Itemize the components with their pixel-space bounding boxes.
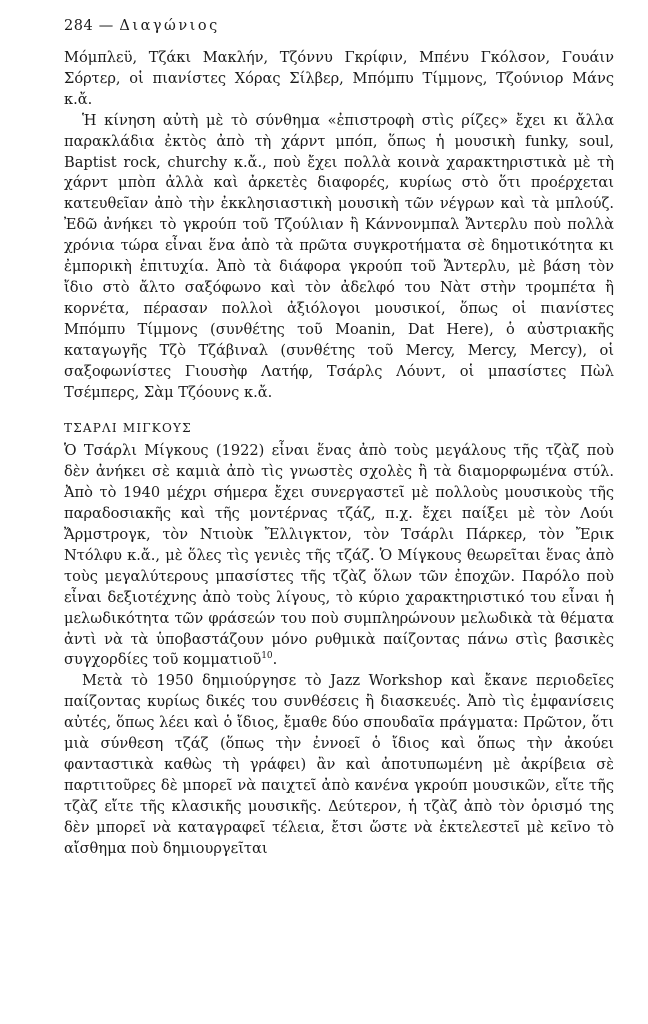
paragraph-jazz-workshop: Μετὰ τὸ 1950 δημιούργησε τὸ Jazz Workshop καὶ ἔκανε περιοδεῖες παίζοντας κυρίως δικές του συνθέσεις ἢ διασκευές. Ἀπὸ τὶς ἐμφανίσεις αὐτές, ὅπως λέει καὶ ὁ ἴδιος, ἔμαθε δύο σπουδαῖα πράγματα: Πρῶτον, ὅτι μιὰ σύνθεση τζάζ (ὅπως τὴν ἐννοεῖ ὁ ἴδιος καὶ ὅπως τὴν ἀκούει φανταστικὰ καθὼς τὴ γράφει) ἂν καὶ ἀποτυπωμένη μὲ ἀκρίβεια σὲ παρτιτοῦρες δὲ μπορεῖ νὰ παιχτεῖ ἀπὸ κανένα γκρούπ μουσικῶν, εἴτε τῆς τζὰζ εἴτε τῆς κλασικῆς μουσικῆς. Δεύτερον, ἡ τζὰζ ἀπὸ τὸν ὁρισμό της δὲν μπορεῖ νὰ καταγραφεῖ τέλεια, ἔτσι ὥστε νὰ ἐκτελεστεῖ μὲ κεῖνο τὸ αἴσθημα ποὺ δημιουργεῖται bbox=[64, 672, 614, 857]
section-heading-mingus: ΤΣΑΡΛΙ ΜΙΓΚΟΥΣ bbox=[64, 421, 192, 436]
page-number: 284 bbox=[64, 18, 94, 34]
footnote-marker: 10 bbox=[261, 651, 273, 662]
running-title: Διαγώνιος bbox=[119, 18, 220, 34]
paragraph-hard-bop: Ἡ κίνηση αὐτὴ μὲ τὸ σύνθημα «ἐπιστροφὴ στὶς ρίζες» ἔχει κι ἄλλα παρακλάδια ἐκτὸς ἀπὸ τὴ χάρντ μπόπ, ὅπως ἡ μουσικὴ funky, soul, Baptist rock, churchy κ.ἄ., ποὺ ἔχει πολλὰ κοινὰ χαρακτηριστικὰ μὲ τὴ χάρντ μπὸπ ἀλλὰ καὶ ἀρκετὲς διαφορές, κυρίως στὸ ὅτι προέρχεται κατευθεῖαν ἀπὸ τὴν ἐκκλησιαστικὴ μουσικὴ τῶν νέγρων καὶ τὰ μπλούζ. Ἐδῶ ἀνήκει τὸ γκρούπ τοῦ Τζούλιαν ἢ Κάννονμπαλ Ἄντερλυ ποὺ πολλὰ χρόνια τώρα εἶναι ἕνα ἀπὸ τὰ πρῶτα συγκροτήματα σὲ δημοτικότητα κι ἐμπορικὴ ἐπιτυχία. Ἀπὸ τὰ διάφορα γκρούπ τοῦ Ἄντερλυ, μὲ βάση τὸν ἴδιο στὸ ἄλτο σαξόφωνο καὶ τὸν ἀδελφό του Νὰτ στὴν τρομπέτα ἢ κορνέτα, πέρασαν πολλοὶ ἀξιόλογοι μουσικοί, ὅπως οἱ πιανίστες Μπόμπυ Τίμμονς (συνθέτης τοῦ Moanin, Dat Here), ὁ αὐστριακῆς καταγωγῆς Τζὸ Τζάβιναλ (συνθέτης τοῦ Mercy, Mercy, Mercy), οἱ σαξοφωνίστες Γιουσὴφ Λατήφ, Τσάρλς Λόυντ, οἱ μπασίστες Πὼλ Τσέμπερς, Σὰμ Τζόουνς κ.ἄ. bbox=[64, 111, 614, 401]
paragraph-continued: Μόμπλεϋ, Τζάκι Μακλήν, Τζόννυ Γκρίφιν, Μπένυ Γκόλσον, Γουάιν Σόρτερ, οἱ πιανίστες Χόρας Σίλβερ, Μπόμπυ Τίμμονς, Τζούνιορ Μάνς κ.ἄ. bbox=[64, 49, 614, 108]
running-head bbox=[64, 18, 614, 34]
header-separator: — bbox=[98, 18, 114, 34]
paragraph-mingus-intro: Ὁ Τσάρλι Μίγκους (1922) εἶναι ἕνας ἀπὸ τοὺς μεγάλους τῆς τζὰζ ποὺ δὲν ἀνήκει σὲ καμιὰ ἀπὸ τὶς γνωστὲς σχολὲς ἢ τὰ διαμορφωμένα στύλ. Ἀπὸ τὸ 1940 μέχρι σήμερα ἔχει συνεργαστεῖ μὲ πολλοὺς μουσικοὺς τῆς παραδοσιακῆς καὶ τῆς μοντέρνας τζάζ, π.χ. ἔχει παίξει μὲ τὸν Λούι Ἄρμστρογκ, τὸν Ντιοὺκ Ἔλλιγκτον, τὸν Τσάρλι Πάρκερ, τὸν Ἔρικ Ντόλφυ κ.ἄ., μὲ ὅλες τὶς γενιὲς τῆς τζάζ. Ὁ Μίγκους θεωρεῖται ἕνας ἀπὸ τοὺς μεγαλύτερους μπασίστες τῆς τζὰζ ὅλων τῶν ἐποχῶν. Παρόλο ποὺ εἶναι δεξιοτέχνης ἀπὸ τοὺς λίγους, τὸ κύριο χαρακτηριστικό του εἶναι ἡ μελωδικότητα τῶν φράσεών του ποὺ συμπληρώνουν μελωδικὰ τὰ θέματα ἀντὶ νὰ τὰ ὑποβαστάζουν μόνο ρυθμικὰ παίζοντας πάνω στὶς βασικὲς συγχορδίες τοῦ κομματιοῦ$^{10}$. bbox=[64, 442, 614, 669]
paragraph-mingus-intro-text: Ὁ Τσάρλι Μίγκους (1922) εἶναι ἕνας ἀπὸ τοὺς μεγάλους τῆς τζὰζ ποὺ δὲν ἀνήκει σὲ καμιὰ ἀπὸ τὶς γνωστὲς σχολὲς ἢ τὰ διαμορφωμένα στύλ. Ἀπὸ τὸ 1940 μέχρι σήμερα ἔχει συνεργαστεῖ μὲ πολλοὺς μουσικοὺς τῆς παραδοσιακῆς καὶ τῆς μοντέρνας τζάζ, π.χ. ἔχει παίξει μὲ τὸν Λούι Ἄρμστρογκ, τὸν Ντιοὺκ Ἔλλιγκτον, τὸν Τσάρλι Πάρκερ, τὸν Ἔρικ Ντόλφυ κ.ἄ., μὲ ὅλες τὶς γενιὲς τῆς τζάζ. Ὁ Μίγκους θεωρεῖται ἕνας ἀπὸ τοὺς μεγαλύτερους μπασίστες τῆς τζὰζ ὅλων τῶν ἐποχῶν. Παρόλο ποὺ εἶναι δεξιοτέχνης ἀπὸ τοὺς λίγους, τὸ κύριο χαρακτηριστικό του εἶναι ἡ μελωδικότητα τῶν φράσεών του ποὺ συμπληρώνουν μελωδικὰ τὰ θέματα ἀντὶ νὰ τὰ ὑποβαστάζουν μόνο ρυθμικὰ παίζοντας πάνω στὶς βασικὲς συγχορδίες τοῦ κομματιοῦ bbox=[64, 442, 614, 669]
